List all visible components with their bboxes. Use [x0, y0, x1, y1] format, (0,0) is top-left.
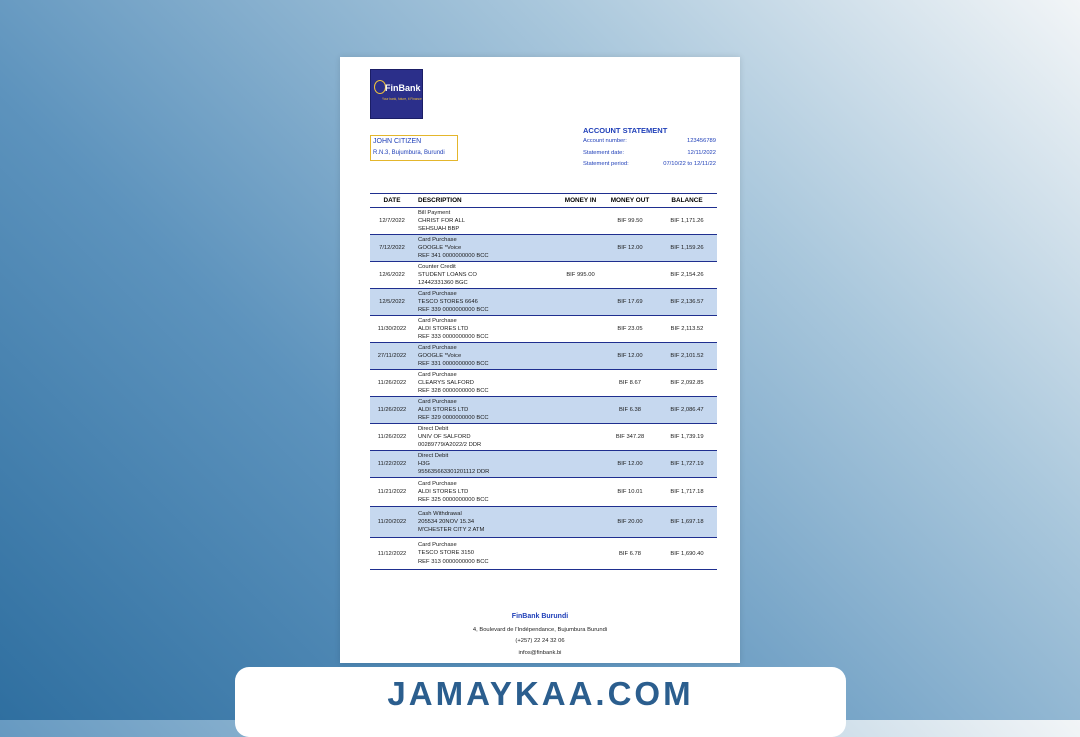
- row-description-line: REF 313 0000000000 BCC: [418, 558, 489, 565]
- footer-bank-name: FinBank Burundi: [511, 613, 569, 620]
- row-balance: BIF 2,136.57: [657, 289, 717, 316]
- row-balance: BIF 1,697.18: [657, 507, 717, 538]
- logo-tagline: Your bank, future, it Finance: [382, 97, 422, 101]
- statement-date-label: Statement date:: [583, 150, 624, 156]
- table-row: [370, 451, 717, 478]
- row-description-line: Bill Payment: [418, 209, 451, 216]
- row-money-out: BIF 347.28: [603, 424, 657, 451]
- statement-date-row: [583, 150, 716, 156]
- row-balance: BIF 1,690.40: [657, 538, 717, 570]
- row-description-line: CHRIST FOR ALL: [418, 217, 465, 224]
- row-description-line: REF 328 0000000000 BCC: [418, 388, 489, 395]
- row-description-line: Cash Withdrawal: [418, 510, 462, 517]
- row-money-in: [558, 289, 603, 316]
- table-row: [370, 316, 717, 343]
- row-date: 11/20/2022: [370, 507, 414, 538]
- row-description-line: M'CHESTER CITY 2 ATM: [418, 527, 485, 534]
- row-money-in: BIF 995.00: [558, 262, 603, 289]
- row-balance: BIF 2,113.52: [657, 316, 717, 343]
- row-description-line: Card Purchase: [418, 236, 457, 243]
- row-description-line: REF 333 0000000000 BCC: [418, 334, 489, 341]
- row-balance: BIF 2,092.85: [657, 370, 717, 397]
- row-description-line: Card Purchase: [418, 480, 457, 487]
- row-date: 11/12/2022: [370, 538, 414, 570]
- row-money-out: BIF 12.00: [603, 343, 657, 370]
- row-description: [414, 478, 558, 507]
- row-description: [414, 507, 558, 538]
- row-description-line: Card Purchase: [418, 317, 457, 324]
- table-row: [370, 424, 717, 451]
- row-description-line: 12442331360 BGC: [418, 280, 468, 287]
- statement-period-value: 07/10/22 to 12/11/22: [663, 161, 716, 167]
- row-date: 11/26/2022: [370, 424, 414, 451]
- row-description-line: REF 325 0000000000 BCC: [418, 497, 489, 504]
- row-date: 11/22/2022: [370, 451, 414, 478]
- statement-period-label: Statement period:: [583, 161, 629, 167]
- bank-logo: [370, 69, 423, 119]
- row-date: 12/7/2022: [370, 208, 414, 235]
- row-money-in: [558, 235, 603, 262]
- row-money-in: [558, 538, 603, 570]
- row-money-out: [603, 262, 657, 289]
- row-description: [414, 424, 558, 451]
- row-balance: BIF 2,154.26: [657, 262, 717, 289]
- row-description: [414, 235, 558, 262]
- row-money-in: [558, 343, 603, 370]
- row-description-line: REF 339 0000000000 BCC: [418, 307, 489, 314]
- row-description-line: 955635663301201112 DDR: [418, 469, 490, 476]
- row-description-line: GOOGLE *Voice: [418, 352, 462, 359]
- table-row: [370, 397, 717, 424]
- row-description-line: Card Purchase: [418, 398, 457, 405]
- row-description-line: UNIV OF SALFORD: [418, 433, 471, 440]
- row-description: [414, 451, 558, 478]
- row-money-in: [558, 397, 603, 424]
- row-money-out: BIF 20.00: [603, 507, 657, 538]
- row-money-in: [558, 478, 603, 507]
- account-number-label: Account number:: [583, 138, 627, 144]
- row-money-in: [558, 451, 603, 478]
- row-description: [414, 262, 558, 289]
- row-money-out: BIF 6.78: [603, 538, 657, 570]
- transactions-table: [370, 193, 717, 570]
- row-balance: BIF 1,159.26: [657, 235, 717, 262]
- row-description-line: GOOGLE *Voice: [418, 244, 462, 251]
- row-description-line: SEHSUAH BBP: [418, 226, 460, 233]
- header-date: DATE: [370, 194, 414, 208]
- transactions-body: [370, 208, 717, 570]
- row-description-line: 205534 20NOV 15.34: [418, 518, 475, 525]
- header-balance: BALANCE: [657, 194, 717, 208]
- row-description-line: TESCO STORE 3150: [418, 550, 474, 557]
- row-money-out: BIF 6.38: [603, 397, 657, 424]
- table-row: [370, 208, 717, 235]
- row-balance: BIF 1,739.19: [657, 424, 717, 451]
- table-header-row: [370, 194, 717, 208]
- footer-phone: (+257) 22 24 32 06: [515, 638, 565, 644]
- row-description-line: ALDI STORES LTD: [418, 325, 469, 332]
- row-description-line: REF 329 0000000000 BCC: [418, 415, 489, 422]
- table-row: [370, 262, 717, 289]
- table-row: [370, 538, 717, 570]
- row-date: 11/21/2022: [370, 478, 414, 507]
- row-description-line: Card Purchase: [418, 371, 457, 378]
- row-balance: BIF 1,717.18: [657, 478, 717, 507]
- site-banner: [235, 667, 846, 737]
- row-description: [414, 370, 558, 397]
- row-description-line: Counter Credit: [418, 263, 456, 270]
- row-money-out: BIF 23.05: [603, 316, 657, 343]
- row-description-line: Direct Debit: [418, 452, 449, 459]
- row-date: 11/30/2022: [370, 316, 414, 343]
- row-description: [414, 397, 558, 424]
- statement-date-value: 12/11/2022: [687, 150, 716, 156]
- customer-address: R.N.3, Bujumbura, Burundi: [373, 150, 445, 156]
- row-description-line: ALDI STORES LTD: [418, 488, 469, 495]
- account-number-row: [583, 138, 716, 144]
- row-description-line: REF 341 0000000000 BCC: [418, 253, 489, 260]
- row-description-line: H3G: [418, 460, 430, 467]
- table-row: [370, 343, 717, 370]
- row-balance: BIF 1,727.19: [657, 451, 717, 478]
- table-row: [370, 235, 717, 262]
- row-money-in: [558, 507, 603, 538]
- row-date: 7/12/2022: [370, 235, 414, 262]
- row-money-in: [558, 208, 603, 235]
- row-money-out: BIF 12.00: [603, 451, 657, 478]
- row-description-line: CLEARYS SALFORD: [418, 379, 474, 386]
- customer-name: JOHN CITIZEN: [373, 138, 422, 145]
- row-money-out: BIF 12.00: [603, 235, 657, 262]
- row-description: [414, 343, 558, 370]
- row-money-in: [558, 316, 603, 343]
- table-row: [370, 370, 717, 397]
- row-description: [414, 538, 558, 570]
- row-description-line: TESCO STORES 6646: [418, 298, 478, 305]
- row-description-line: ALDI STORES LTD: [418, 406, 469, 413]
- footer-address: 4, Boulevard de l'Indépendance, Bujumbura Burundi: [472, 627, 608, 633]
- row-description-line: 00289779/A2022/2 DDR: [418, 442, 482, 449]
- row-money-out: BIF 99.50: [603, 208, 657, 235]
- row-balance: BIF 2,101.52: [657, 343, 717, 370]
- row-description-line: STUDENT LOANS CO: [418, 271, 477, 278]
- row-money-out: BIF 17.69: [603, 289, 657, 316]
- row-balance: BIF 1,171.26: [657, 208, 717, 235]
- row-money-in: [558, 370, 603, 397]
- account-number-value: 123456789: [686, 138, 716, 144]
- header-money-out: MONEY OUT: [603, 194, 657, 208]
- row-date: 11/26/2022: [370, 370, 414, 397]
- row-money-out: BIF 8.67: [603, 370, 657, 397]
- table-row: [370, 478, 717, 507]
- row-description-line: Card Purchase: [418, 344, 457, 351]
- footer-email: infos@finbank.bi: [518, 650, 562, 656]
- statement-period-row: [583, 161, 716, 167]
- banner-text: JAMAYKAA.COM: [387, 675, 694, 712]
- row-date: 11/26/2022: [370, 397, 414, 424]
- row-date: 27/11/2022: [370, 343, 414, 370]
- statement-title: ACCOUNT STATEMENT: [583, 126, 668, 135]
- statement-document: [340, 57, 740, 663]
- row-description: [414, 316, 558, 343]
- row-description-line: Card Purchase: [418, 542, 457, 549]
- row-money-out: BIF 10.01: [603, 478, 657, 507]
- row-description: [414, 208, 558, 235]
- row-description-line: REF 331 0000000000 BCC: [418, 361, 489, 368]
- row-description-line: Direct Debit: [418, 425, 449, 432]
- row-money-in: [558, 424, 603, 451]
- row-description: [414, 289, 558, 316]
- row-balance: BIF 2,086.47: [657, 397, 717, 424]
- row-date: 12/6/2022: [370, 262, 414, 289]
- row-description-line: Card Purchase: [418, 290, 457, 297]
- header-money-in: MONEY IN: [558, 194, 603, 208]
- logo-name: FinBank: [385, 83, 421, 93]
- customer-address-box: [370, 135, 458, 161]
- table-row: [370, 507, 717, 538]
- header-description: DESCRIPTION: [414, 194, 558, 208]
- row-date: 12/5/2022: [370, 289, 414, 316]
- table-row: [370, 289, 717, 316]
